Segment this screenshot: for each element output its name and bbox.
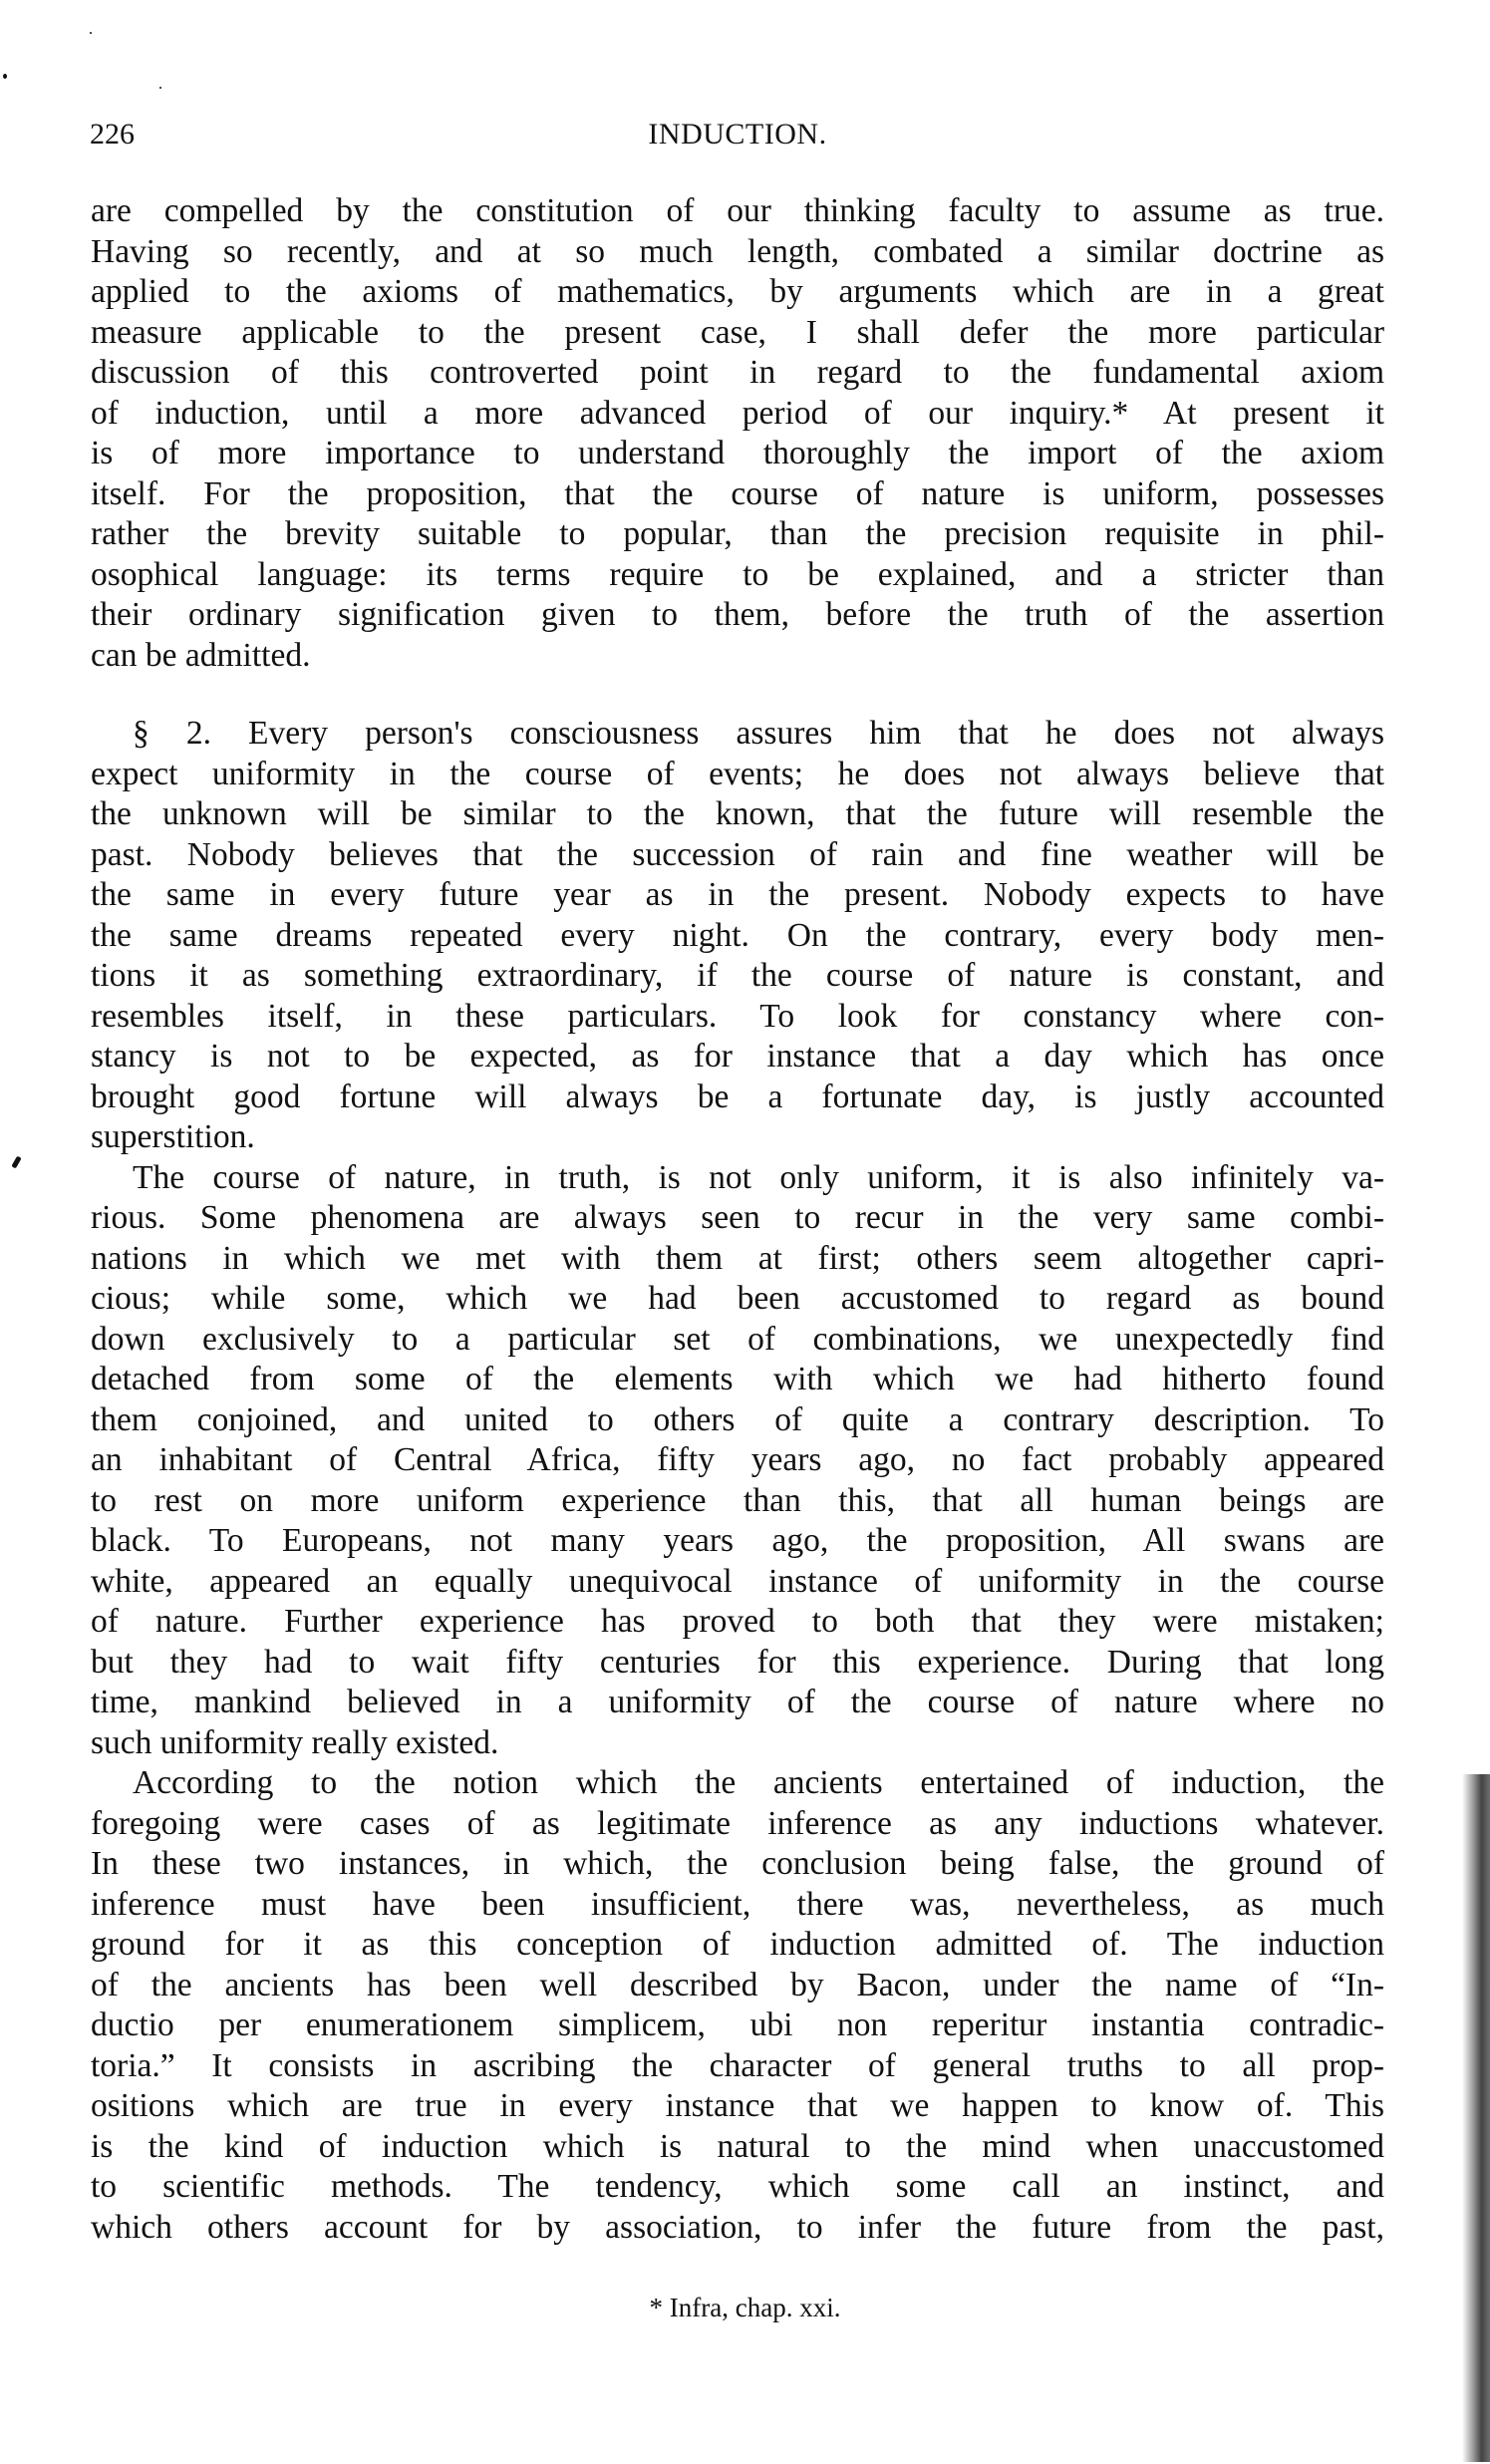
text-line: ductio per enumerationem simplicem, ubi non reperitur instantia contradic- xyxy=(91,2006,1384,2043)
text-line: resembles itself, in these particulars. To look for constancy where con- xyxy=(91,997,1384,1035)
text-line: down exclusively to a particular set of combinations, we unexpectedly find xyxy=(91,1320,1384,1358)
paragraph xyxy=(91,1763,1384,2248)
text-line: are compelled by the constitution of our thinking faculty to assume as true. xyxy=(91,192,1384,229)
text-line: the same dreams repeated every night. On the contrary, every body men- xyxy=(91,916,1384,954)
text-line: detached from some of the elements with which we had hitherto found xyxy=(91,1361,1384,1397)
text-line: past. Nobody believes that the succession of rain and fine weather will be xyxy=(91,835,1384,873)
text-line: In these two instances, in which, the conclusion being false, the ground of xyxy=(91,1845,1384,1882)
text-line: their ordinary signification given to them, before the truth of the assertion xyxy=(91,596,1384,633)
ink-speck xyxy=(90,32,92,34)
text-line: of induction, until a more advanced period of our inquiry.* At present it xyxy=(91,394,1384,432)
text-line: According to the notion which the ancients entertained of induction, the xyxy=(133,1764,1384,1801)
text-line: of the ancients has been well described by Bacon, under the name of “In- xyxy=(91,1966,1384,2003)
text-line: brought good fortune will always be a fortunate day, is justly accounted xyxy=(91,1078,1384,1115)
text-line: inference must have been insufficient, there was, nevertheless, as much xyxy=(91,1885,1384,1923)
text-line: Having so recently, and at so much length, combated a similar doctrine as xyxy=(91,232,1384,270)
ink-speck xyxy=(159,87,161,89)
text-line: osophical language: its terms require to be explained, and a stricter than xyxy=(91,555,1384,593)
text-line: such uniformity really existed. xyxy=(91,1723,499,1761)
text-line: which others account for by association, to infer the future from the past, xyxy=(91,2208,1384,2246)
text-line: ositions which are true in every instance that we happen to know of. This xyxy=(91,2087,1384,2124)
text-line: The course of nature, in truth, is not only uniform, it is also infinitely va- xyxy=(133,1158,1384,1196)
text-line: can be admitted. xyxy=(91,636,311,674)
text-line: applied to the axioms of mathematics, by arguments which are in a great xyxy=(91,273,1384,310)
text-line: ground for it as this conception of induction admitted of. The induction xyxy=(91,1926,1384,1963)
page-number: 226 xyxy=(90,118,135,151)
footnote: * Infra, chap. xxi. xyxy=(649,2293,841,2322)
text-line: to scientific methods. The tendency, which some call an instinct, and xyxy=(91,2168,1384,2205)
text-line: of nature. Further experience has proved to both that they were mistaken; xyxy=(91,1603,1384,1640)
text-line: tions it as something extraordinary, if the course of nature is constant, and xyxy=(91,957,1384,994)
text-line: toria.” It consists in ascribing the character of general truths to all prop- xyxy=(91,2046,1384,2084)
text-line: is the kind of induction which is natural to the mind when unaccustomed xyxy=(91,2127,1384,2165)
page-header xyxy=(90,118,1385,157)
text-line: rious. Some phenomena are always seen to recur in the very same combi- xyxy=(91,1199,1384,1236)
body-text xyxy=(91,191,1384,2248)
text-line: discussion of this controverted point in regard to the fundamental axiom xyxy=(91,354,1384,391)
text-line: cious; while some, which we had been accustomed to regard as bound xyxy=(91,1280,1384,1317)
text-line: foregoing were cases of as legitimate inference as any inductions whatever. xyxy=(91,1804,1384,1842)
text-line: nations in which we met with them at first; others seem altogether capri- xyxy=(91,1239,1384,1277)
running-title: INDUCTION. xyxy=(648,118,827,151)
text-line: an inhabitant of Central Africa, fifty years ago, no fact probably appeared xyxy=(91,1441,1384,1478)
page-edge-shadow xyxy=(1462,1774,1490,2462)
text-line: expect uniformity in the course of events; he does not always believe that xyxy=(91,755,1384,792)
text-line: time, mankind believed in a uniformity of the course of nature where no xyxy=(91,1684,1384,1720)
text-line: stancy is not to be expected, as for instance that a day which has once xyxy=(91,1038,1384,1075)
text-line: § 2. Every person's consciousness assures him that he does not always xyxy=(133,715,1384,752)
text-line: measure applicable to the present case, I shall defer the more particular xyxy=(91,313,1384,351)
text-line: the same in every future year as in the present. Nobody expects to have xyxy=(91,876,1384,913)
ink-mark xyxy=(11,1156,21,1169)
text-line: rather the brevity suitable to popular, than the precision requisite in phil- xyxy=(91,515,1384,552)
text-line: to rest on more uniform experience than this, that all human beings are xyxy=(91,1481,1384,1519)
text-line: is of more importance to understand thoroughly the import of the axiom xyxy=(91,435,1384,471)
paragraph xyxy=(91,191,1384,676)
text-line: black. To Europeans, not many years ago, the proposition, All swans are xyxy=(91,1522,1384,1559)
paragraph xyxy=(91,714,1384,1158)
paragraph xyxy=(91,1158,1384,1764)
text-line: but they had to wait fifty centuries for this experience. During that long xyxy=(91,1643,1384,1681)
text-line: itself. For the proposition, that the course of nature is uniform, possesses xyxy=(91,474,1384,512)
section-gap xyxy=(91,676,1384,714)
text-line: the unknown will be similar to the known, that the future will resemble the xyxy=(91,795,1384,832)
text-line: white, appeared an equally unequivocal instance of uniformity in the course xyxy=(91,1562,1384,1600)
ink-speck xyxy=(3,74,7,79)
text-line: superstition. xyxy=(91,1118,255,1155)
text-line: them conjoined, and united to others of quite a contrary description. To xyxy=(91,1400,1384,1438)
